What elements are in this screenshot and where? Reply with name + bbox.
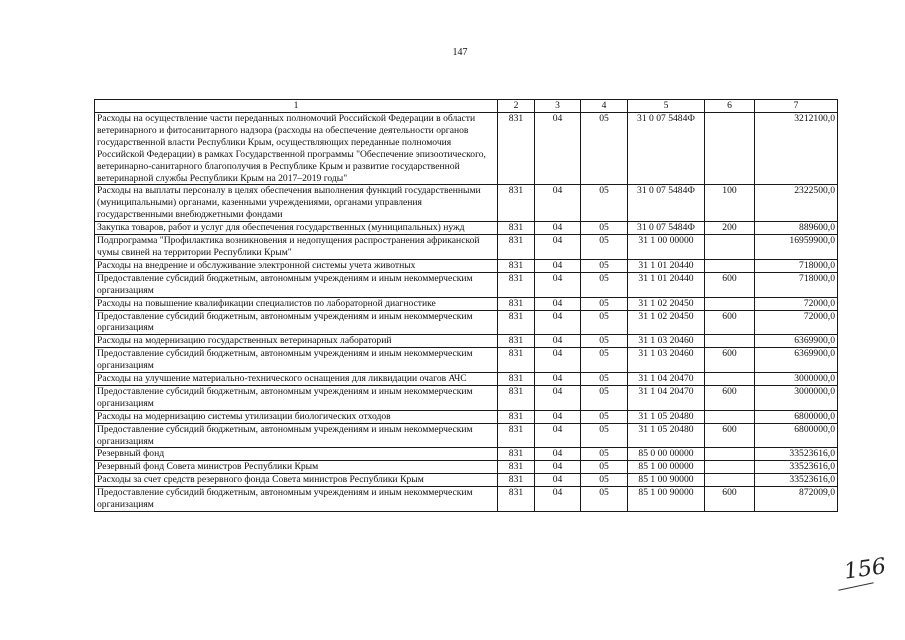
row-section-cell: 04 [535,385,581,410]
row-expense-type-cell: 600 [705,272,755,297]
row-name-cell: Подпрограмма "Профилактика возникновения и недопущения распространения африканской чумы свиней на территории Республики Крым" [95,235,498,260]
row-section-cell: 04 [535,335,581,348]
row-section-cell: 04 [535,185,581,222]
row-subsection-cell: 05 [581,297,628,310]
row-admin-code-cell: 831 [498,335,535,348]
row-subsection-cell: 05 [581,310,628,335]
row-section-cell: 04 [535,448,581,461]
row-name-cell: Расходы на повышение квалификации специалистов по лабораторной диагностике [95,297,498,310]
row-amount-cell: 6369900,0 [755,335,838,348]
row-target-article-cell: 31 1 01 20440 [628,259,705,272]
row-subsection-cell: 05 [581,474,628,487]
row-subsection-cell: 05 [581,461,628,474]
row-expense-type-cell: 100 [705,185,755,222]
row-name-cell: Расходы на модернизацию государственных ветеринарных лабораторий [95,335,498,348]
row-target-article-cell: 31 0 07 5484Ф [628,113,705,185]
row-subsection-cell: 05 [581,373,628,386]
row-name-cell: Расходы на внедрение и обслуживание электронной системы учета животных [95,259,498,272]
row-section-cell: 04 [535,235,581,260]
row-target-article-cell: 31 0 07 5484Ф [628,222,705,235]
row-target-article-cell: 31 1 04 20470 [628,373,705,386]
header-cell: 7 [755,100,838,113]
row-admin-code-cell: 831 [498,423,535,448]
row-name-cell: Предоставление субсидий бюджетным, автономным учреждениям и иным некоммерческим организациям [95,487,498,512]
row-section-cell: 04 [535,297,581,310]
row-target-article-cell: 31 1 03 20460 [628,335,705,348]
row-expense-type-cell: 200 [705,222,755,235]
row-expense-type-cell [705,259,755,272]
row-expense-type-cell [705,335,755,348]
row-admin-code-cell: 831 [498,474,535,487]
row-admin-code-cell: 831 [498,348,535,373]
row-admin-code-cell: 831 [498,448,535,461]
header-cell: 1 [95,100,498,113]
budget-table [94,99,838,512]
row-name-cell: Расходы на осуществление части переданных полномочий Российской Федерации в области ветеринарного и фитосанитарного надзора (расходы на обеспечение деятельности органов государственной власти Республики Крым, осуществляющих переданные полномочия Российской Федерации) в рамках Государственной программы "Обеспечение эпизоотического, ветеринарно-санитарного благополучия в Республике Крым и развитие государственной ветеринарной службы Республики Крым на 2017–2019 годы" [95,113,498,185]
header-cell: 5 [628,100,705,113]
row-name-cell: Предоставление субсидий бюджетным, автономным учреждениям и иным некоммерческим организациям [95,423,498,448]
row-target-article-cell: 85 1 00 00000 [628,461,705,474]
table-row [95,487,838,512]
row-amount-cell: 6369900,0 [755,348,838,373]
header-cell: 3 [535,100,581,113]
row-admin-code-cell: 831 [498,385,535,410]
row-subsection-cell: 05 [581,235,628,260]
row-section-cell: 04 [535,222,581,235]
row-amount-cell: 718000,0 [755,272,838,297]
row-subsection-cell: 05 [581,185,628,222]
row-name-cell: Резервный фонд [95,448,498,461]
row-subsection-cell: 05 [581,410,628,423]
row-amount-cell: 33523616,0 [755,448,838,461]
row-name-cell: Закупка товаров, работ и услуг для обеспечения государственных (муниципальных) нужд [95,222,498,235]
row-expense-type-cell [705,474,755,487]
header-row [95,100,838,113]
table-row [95,348,838,373]
row-admin-code-cell: 831 [498,185,535,222]
row-amount-cell: 6800000,0 [755,410,838,423]
row-target-article-cell: 31 0 07 5484Ф [628,185,705,222]
header-cell: 2 [498,100,535,113]
table-row [95,113,838,185]
row-name-cell: Расходы на модернизацию системы утилизации биологических отходов [95,410,498,423]
row-section-cell: 04 [535,461,581,474]
row-target-article-cell: 31 1 02 20450 [628,297,705,310]
row-section-cell: 04 [535,310,581,335]
row-subsection-cell: 05 [581,348,628,373]
row-amount-cell: 2322500,0 [755,185,838,222]
row-amount-cell: 16959900,0 [755,235,838,260]
row-expense-type-cell [705,297,755,310]
row-subsection-cell: 05 [581,272,628,297]
row-amount-cell: 33523616,0 [755,461,838,474]
row-subsection-cell: 05 [581,259,628,272]
table-row [95,297,838,310]
row-admin-code-cell: 831 [498,373,535,386]
row-target-article-cell: 31 1 04 20470 [628,385,705,410]
row-name-cell: Расходы на выплаты персоналу в целях обеспечения выполнения функций государственными (муниципальными) органами, казенными учреждениями, органами управления государственными внебюджетными фондами [95,185,498,222]
row-section-cell: 04 [535,373,581,386]
table-row [95,423,838,448]
row-amount-cell: 33523616,0 [755,474,838,487]
row-name-cell: Предоставление субсидий бюджетным, автономным учреждениям и иным некоммерческим организациям [95,348,498,373]
table-row [95,461,838,474]
row-amount-cell: 889600,0 [755,222,838,235]
row-expense-type-cell [705,113,755,185]
row-admin-code-cell: 831 [498,487,535,512]
table-row [95,385,838,410]
row-amount-cell: 872009,0 [755,487,838,512]
row-amount-cell: 72000,0 [755,310,838,335]
row-expense-type-cell: 600 [705,348,755,373]
table-row [95,222,838,235]
row-admin-code-cell: 831 [498,410,535,423]
row-section-cell: 04 [535,113,581,185]
row-subsection-cell: 05 [581,423,628,448]
row-section-cell: 04 [535,423,581,448]
table-row [95,259,838,272]
row-name-cell: Предоставление субсидий бюджетным, автономным учреждениям и иным некоммерческим организациям [95,310,498,335]
table-row [95,335,838,348]
table-row [95,373,838,386]
row-target-article-cell: 31 1 02 20450 [628,310,705,335]
row-admin-code-cell: 831 [498,310,535,335]
row-admin-code-cell: 831 [498,235,535,260]
row-target-article-cell: 31 1 00 00000 [628,235,705,260]
row-expense-type-cell [705,448,755,461]
row-expense-type-cell [705,235,755,260]
row-subsection-cell: 05 [581,335,628,348]
row-admin-code-cell: 831 [498,461,535,474]
row-target-article-cell: 31 1 03 20460 [628,348,705,373]
row-expense-type-cell [705,373,755,386]
table-row [95,448,838,461]
row-target-article-cell: 85 1 00 90000 [628,474,705,487]
row-admin-code-cell: 831 [498,297,535,310]
row-subsection-cell: 05 [581,222,628,235]
table-row [95,235,838,260]
row-amount-cell: 3212100,0 [755,113,838,185]
row-admin-code-cell: 831 [498,222,535,235]
row-amount-cell: 718000,0 [755,259,838,272]
row-subsection-cell: 05 [581,448,628,461]
row-name-cell: Расходы на улучшение материально-технического оснащения для ликвидации очагов АЧС [95,373,498,386]
table-row [95,185,838,222]
row-section-cell: 04 [535,272,581,297]
row-target-article-cell: 31 1 01 20440 [628,272,705,297]
table-row [95,410,838,423]
row-section-cell: 04 [535,410,581,423]
row-expense-type-cell [705,461,755,474]
row-name-cell: Предоставление субсидий бюджетным, автономным учреждениям и иным некоммерческим организациям [95,272,498,297]
row-expense-type-cell: 600 [705,487,755,512]
row-amount-cell: 6800000,0 [755,423,838,448]
row-target-article-cell: 85 1 00 90000 [628,487,705,512]
row-expense-type-cell [705,410,755,423]
row-expense-type-cell: 600 [705,423,755,448]
row-expense-type-cell: 600 [705,310,755,335]
table-row [95,474,838,487]
row-section-cell: 04 [535,259,581,272]
row-subsection-cell: 05 [581,385,628,410]
row-name-cell: Резервный фонд Совета министров Республики Крым [95,461,498,474]
row-amount-cell: 3000000,0 [755,373,838,386]
row-amount-cell: 72000,0 [755,297,838,310]
row-section-cell: 04 [535,487,581,512]
row-expense-type-cell: 600 [705,385,755,410]
table-row [95,272,838,297]
row-name-cell: Предоставление субсидий бюджетным, автономным учреждениям и иным некоммерческим организациям [95,385,498,410]
row-subsection-cell: 05 [581,113,628,185]
handwritten-page-mark: 156 [842,554,888,585]
row-amount-cell: 3000000,0 [755,385,838,410]
row-name-cell: Расходы за счет средств резервного фонда Совета министров Республики Крым [95,474,498,487]
row-target-article-cell: 31 1 05 20480 [628,410,705,423]
row-section-cell: 04 [535,474,581,487]
page-number: 147 [452,47,468,58]
row-target-article-cell: 85 0 00 00000 [628,448,705,461]
row-subsection-cell: 05 [581,487,628,512]
row-section-cell: 04 [535,348,581,373]
row-admin-code-cell: 831 [498,113,535,185]
handwritten-underline [838,582,873,590]
table-row [95,310,838,335]
row-target-article-cell: 31 1 05 20480 [628,423,705,448]
header-cell: 4 [581,100,628,113]
row-admin-code-cell: 831 [498,272,535,297]
header-cell: 6 [705,100,755,113]
row-admin-code-cell: 831 [498,259,535,272]
